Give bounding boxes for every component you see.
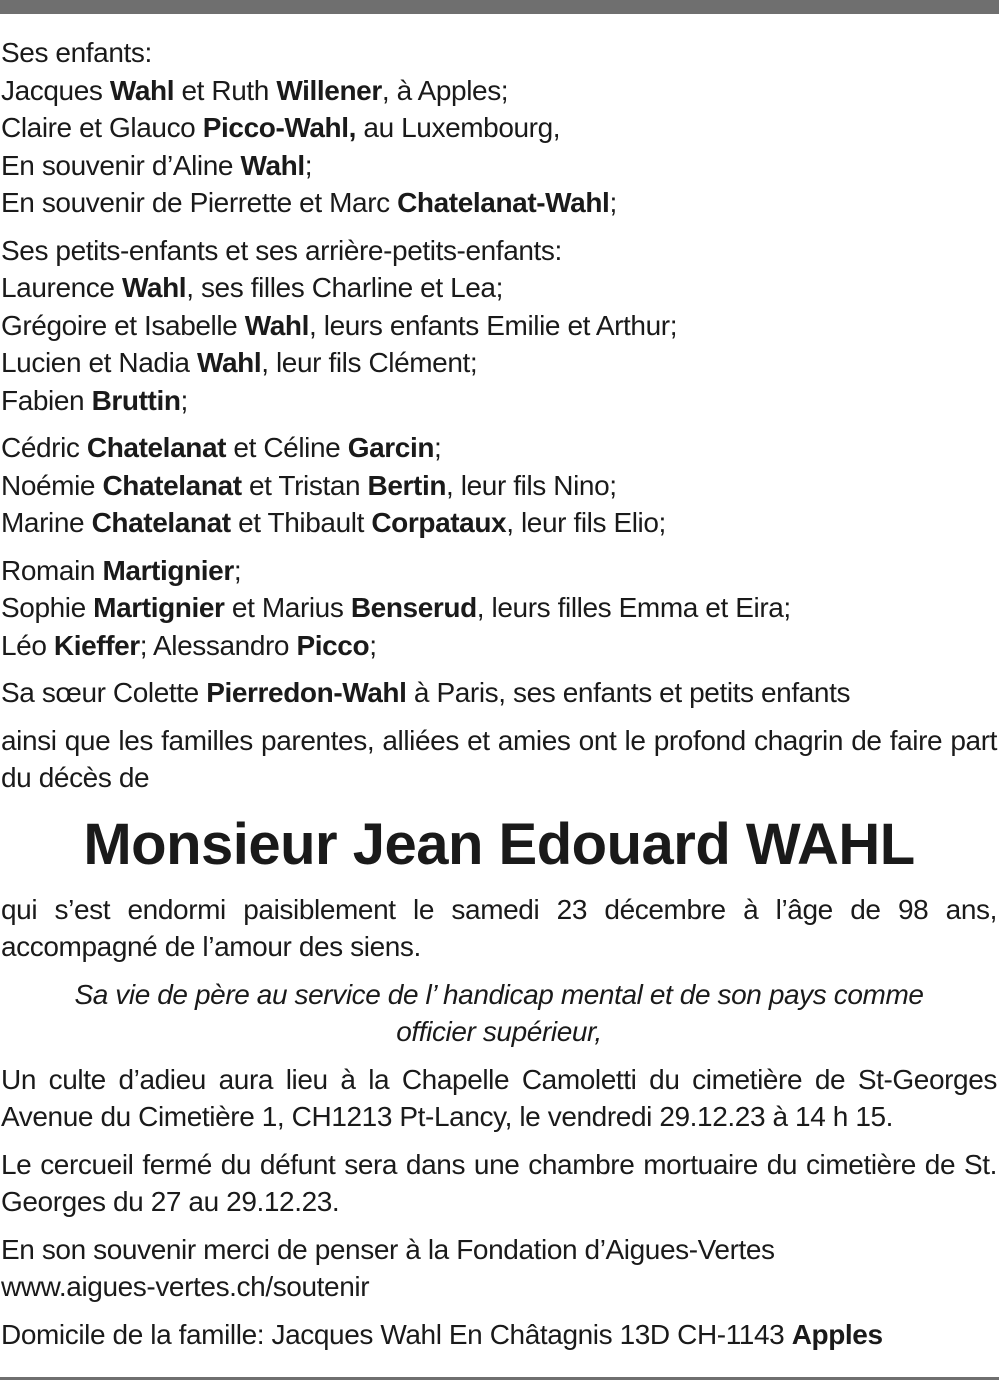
surname: Wahl bbox=[244, 309, 309, 341]
text: et Ruth bbox=[174, 74, 277, 106]
text: au Luxembourg, bbox=[356, 112, 561, 143]
child-line-2 bbox=[1, 109, 997, 147]
text: , leur fils Nino; bbox=[446, 469, 617, 501]
chatelanat-section bbox=[1, 429, 997, 542]
text: , leurs filles Emma et Eira; bbox=[476, 592, 791, 623]
text: Noémie bbox=[1, 469, 103, 501]
deceased-name: Monsieur Jean Edouard WAHL bbox=[83, 811, 915, 877]
text: ; bbox=[233, 554, 242, 586]
text: Sophie bbox=[1, 592, 94, 623]
text: Grégoire et Isabelle bbox=[1, 309, 245, 341]
children-heading: Ses enfants: bbox=[1, 37, 152, 68]
grandchildren-section bbox=[1, 232, 997, 420]
donation-text: En son souvenir merci de penser à la Fondation d’Aigues-Vertes bbox=[1, 1233, 775, 1265]
surname: Picco bbox=[296, 629, 370, 661]
text: Lucien et Nadia bbox=[1, 347, 197, 378]
text: Marine bbox=[1, 507, 92, 538]
text: ; bbox=[180, 384, 188, 416]
children-section bbox=[1, 34, 997, 222]
text: Claire et Glauco bbox=[1, 112, 203, 143]
surname: Martignier bbox=[93, 592, 225, 623]
text: , à Apples; bbox=[381, 74, 509, 106]
grandchild-line-2 bbox=[1, 307, 997, 345]
grandchild-line-3 bbox=[1, 344, 997, 382]
service-info: Un culte d’adieu aura lieu à la Chapelle Camoletti du cimetière de St-Georges Avenue du Cimetière 1, CH1213 Pt-Lancy, le vendredi 29.12.23 à 14 h 15. bbox=[1, 1063, 997, 1132]
surname: Pierredon-Wahl bbox=[206, 677, 407, 708]
coffin-info: Le cercueil fermé du défunt sera dans une chambre mortuaire du cimetière de St. Georges du 27 au 29.12.23. bbox=[1, 1148, 997, 1217]
text: Domicile de la famille: Jacques Wahl En Châtagnis 13D CH-1143 bbox=[1, 1318, 792, 1350]
grandchild-line-1 bbox=[1, 269, 997, 307]
martignier-section bbox=[1, 552, 997, 665]
child-line-4 bbox=[1, 184, 997, 222]
surname: Bruttin bbox=[91, 384, 181, 416]
text: En souvenir de Pierrette et Marc bbox=[1, 187, 398, 218]
surname: Picco-Wahl, bbox=[202, 112, 357, 143]
grandchildren-heading: Ses petits-enfants et ses arrière-petits-enfants: bbox=[1, 234, 562, 266]
text: ; bbox=[304, 149, 313, 181]
text: et Thibault bbox=[230, 507, 372, 538]
text: Léo bbox=[1, 629, 54, 661]
family-line bbox=[1, 467, 997, 505]
sister-section bbox=[1, 674, 997, 712]
text: Fabien bbox=[1, 384, 92, 416]
sister-line bbox=[1, 674, 997, 712]
family-line bbox=[1, 504, 997, 542]
surname: Wahl bbox=[240, 149, 305, 181]
family-line bbox=[1, 589, 997, 627]
surname: Martignier bbox=[102, 554, 234, 586]
text: et Céline bbox=[226, 432, 348, 463]
text: , leur fils Elio; bbox=[506, 507, 666, 538]
donation-section bbox=[1, 1231, 997, 1306]
top-rule bbox=[0, 0, 999, 14]
surname: Chatelanat bbox=[102, 469, 242, 501]
surname: Chatelanat-Wahl bbox=[397, 187, 610, 218]
surname: Wahl bbox=[196, 347, 262, 378]
surname: Garcin bbox=[347, 432, 435, 463]
grandchild-line-4 bbox=[1, 382, 997, 420]
text: et Tristan bbox=[241, 469, 368, 501]
text: Jacques bbox=[1, 74, 110, 106]
text: Sa sœur Colette bbox=[1, 677, 207, 708]
town: Apples bbox=[791, 1318, 883, 1350]
text: à Paris, ses enfants et petits enfants bbox=[406, 677, 851, 708]
family-line bbox=[1, 627, 997, 665]
surname: Wahl bbox=[109, 74, 175, 106]
family-address bbox=[1, 1316, 997, 1354]
text: et Marius bbox=[224, 592, 351, 623]
bottom-rule bbox=[0, 1377, 999, 1380]
surname: Wahl bbox=[121, 272, 187, 303]
child-line-1 bbox=[1, 72, 997, 110]
surname: Kieffer bbox=[53, 629, 140, 661]
donation-url: www.aigues-vertes.ch/soutenir bbox=[1, 1271, 370, 1302]
surname: Bertin bbox=[367, 469, 447, 501]
address-line bbox=[1, 1316, 997, 1354]
text: ; bbox=[434, 432, 442, 463]
text: , ses filles Charline et Lea; bbox=[186, 272, 503, 303]
surname: Willener bbox=[276, 74, 382, 106]
text: ; bbox=[369, 629, 377, 661]
text: Cédric bbox=[1, 432, 87, 463]
text: ; Alessandro bbox=[139, 629, 297, 661]
surname: Chatelanat bbox=[86, 432, 227, 463]
surname: Corpataux bbox=[371, 507, 507, 538]
text: Romain bbox=[1, 554, 103, 586]
text: , leur fils Clément; bbox=[261, 347, 478, 378]
tribute-quote: Sa vie de père au service de l’ handicap mental et de son pays comme officier supérieur, bbox=[74, 978, 924, 1047]
passing-details: qui s’est endormi paisiblement le samedi 23 décembre à l’âge de 98 ans, accompagné de l’amour des siens. bbox=[1, 893, 997, 962]
child-line-3 bbox=[1, 147, 997, 185]
text: En souvenir d’Aline bbox=[1, 149, 241, 181]
text: , leurs enfants Emilie et Arthur; bbox=[309, 309, 678, 341]
obituary-notice bbox=[1, 34, 997, 1363]
surname: Chatelanat bbox=[91, 507, 231, 538]
family-line bbox=[1, 552, 997, 590]
families-announcement: ainsi que les familles parentes, alliées et amies ont le profond chagrin de faire part du décès de bbox=[1, 724, 997, 793]
text: ; bbox=[609, 187, 617, 218]
surname: Benserud bbox=[350, 592, 477, 623]
family-line bbox=[1, 429, 997, 467]
text: Laurence bbox=[1, 272, 122, 303]
